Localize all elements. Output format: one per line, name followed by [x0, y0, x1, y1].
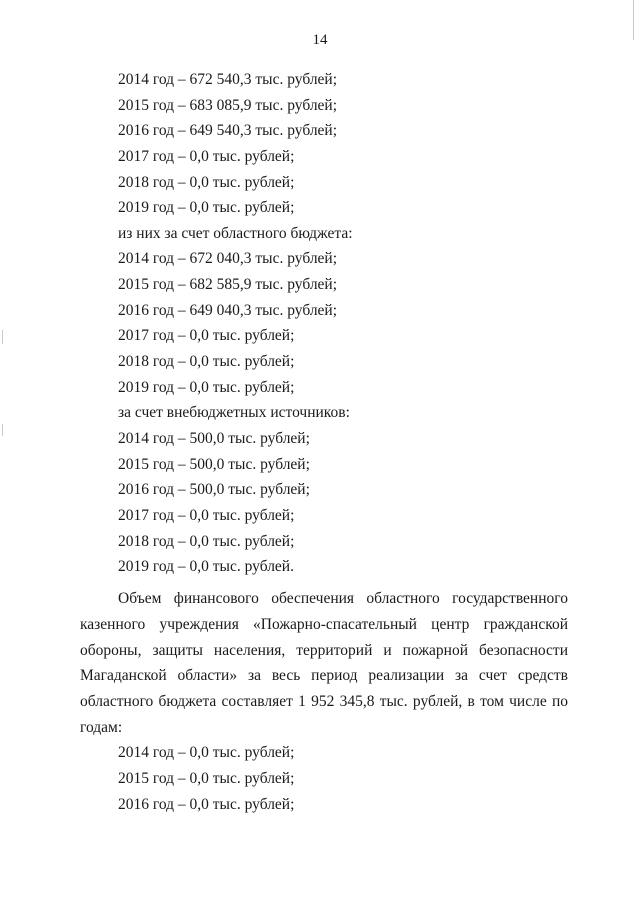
funding-line: 2016 год – 649 040,3 тыс. рублей; — [118, 301, 338, 319]
funding-line: 2018 год – 0,0 тыс. рублей; — [118, 173, 295, 191]
funding-line: 2015 год – 682 585,9 тыс. рублей; — [118, 276, 338, 294]
funding-line: 2015 год – 500,0 тыс. рублей; — [118, 455, 310, 473]
funding-line: 2014 год – 672 040,3 тыс. рублей; — [118, 250, 338, 268]
scan-edge-mark — [2, 330, 3, 344]
funding-line: 2015 год – 0,0 тыс. рублей; — [118, 770, 295, 787]
funding-line: 2014 год – 500,0 тыс. рублей; — [118, 429, 310, 447]
page-number: 14 — [312, 32, 328, 48]
scan-edge-mark — [633, 0, 634, 40]
funding-line: 2014 год – 0,0 тыс. рублей; — [118, 744, 295, 761]
body-paragraph: Объем финансового обеспечения областного государственного казенного учреждения «Пожарно-спасательный центр гражданской обороны, защиты населения, территорий и пожарной безопасности Магаданской области» за весь период реализации за счет средств областного бюджета составляет 1 952 345,8 тыс. рублей, в том числе по годам: — [80, 590, 568, 736]
funding-line: 2016 год – 500,0 тыс. рублей; — [118, 481, 310, 499]
funding-line: 2018 год – 0,0 тыс. рублей; — [118, 353, 295, 371]
funding-list-by-year — [118, 740, 294, 818]
funding-line: 2019 год – 0,0 тыс. рублей; — [118, 378, 295, 396]
funding-line: 2018 год – 0,0 тыс. рублей; — [118, 532, 295, 550]
funding-line: 2017 год – 0,0 тыс. рублей; — [118, 147, 295, 165]
funding-line: 2017 год – 0,0 тыс. рублей; — [118, 506, 295, 524]
scan-edge-mark — [2, 424, 3, 436]
funding-list — [118, 67, 353, 580]
funding-line: 2019 год – 0,0 тыс. рублей. — [118, 558, 294, 576]
funding-line: 2016 год – 649 540,3 тыс. рублей; — [118, 122, 338, 140]
funding-line: 2015 год – 683 085,9 тыс. рублей; — [118, 96, 338, 114]
funding-line: 2016 год – 0,0 тыс. рублей; — [118, 796, 295, 813]
funding-line: 2017 год – 0,0 тыс. рублей; — [118, 327, 295, 345]
funding-subheading: из них за счет областного бюджета: — [118, 224, 353, 242]
funding-subheading: за счет внебюджетных источников: — [118, 404, 350, 422]
funding-line: 2019 год – 0,0 тыс. рублей; — [118, 199, 295, 217]
funding-line: 2014 год – 672 540,3 тыс. рублей; — [118, 71, 338, 88]
